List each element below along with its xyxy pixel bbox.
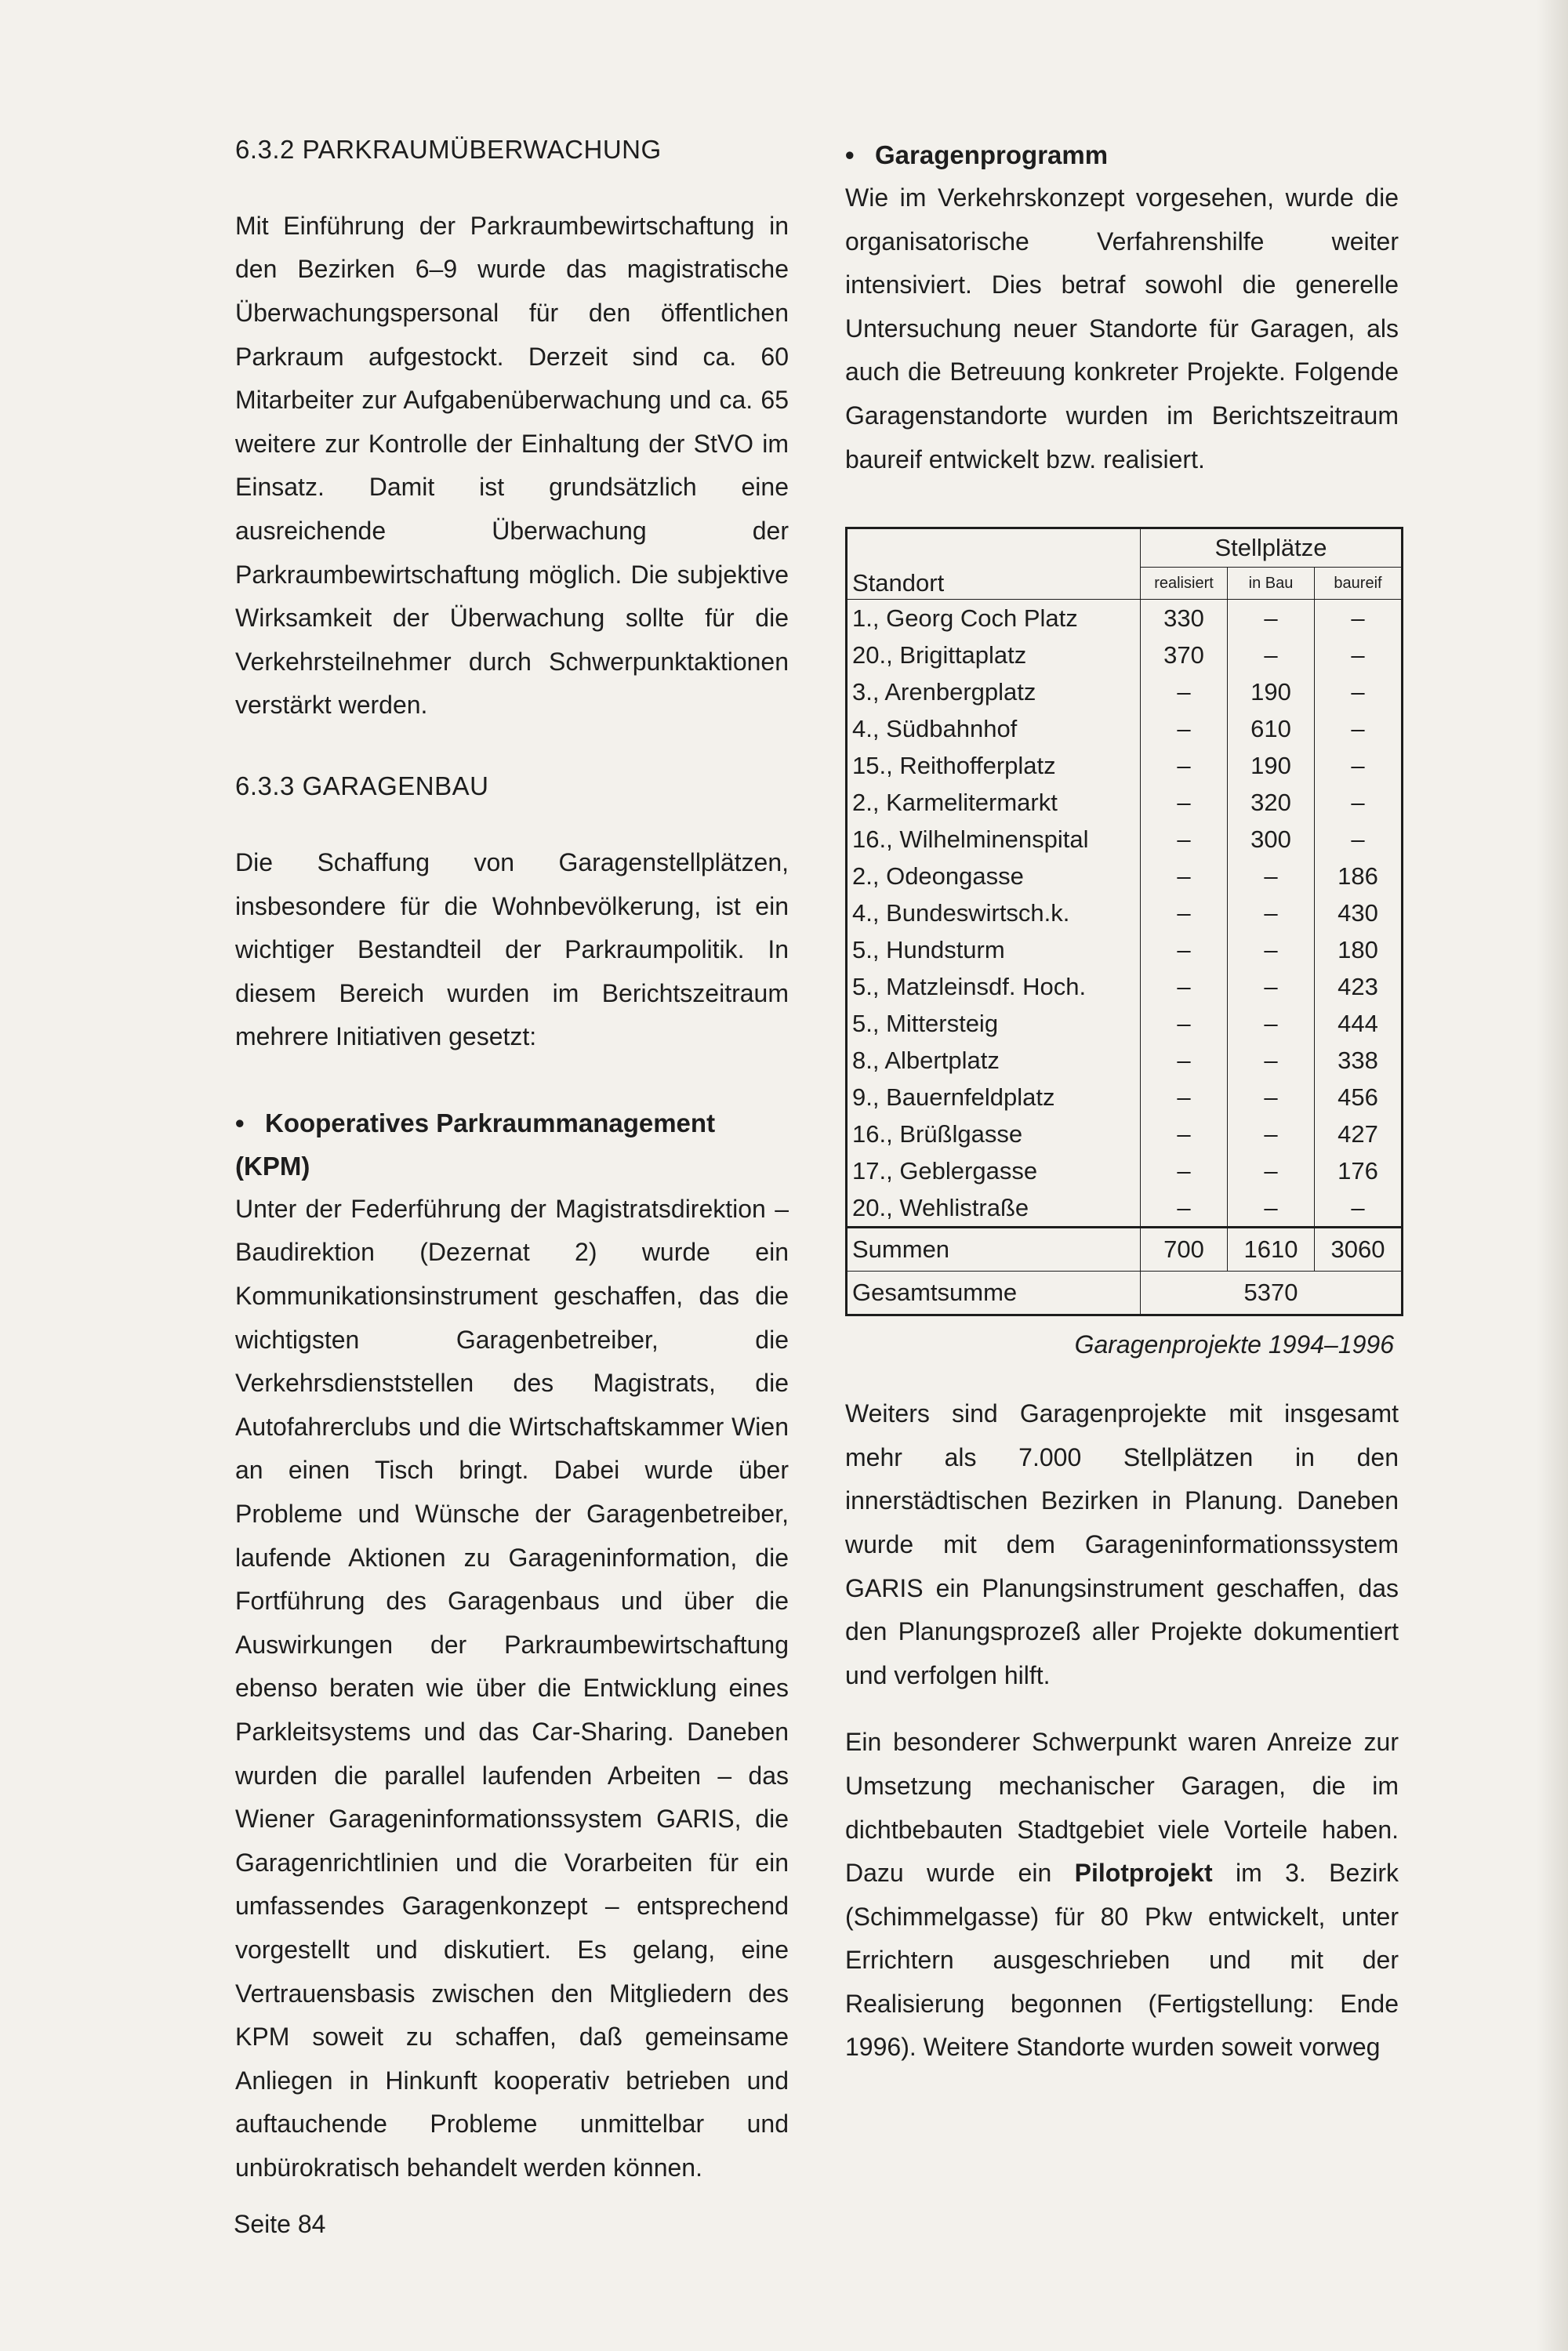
header-realisiert: realisiert [1141,568,1228,600]
total-value: 5370 [1141,1272,1403,1315]
in-bau-cell: – [1228,1116,1315,1152]
bullet-heading-garagenprogramm [845,133,1399,176]
paragraph-mechanische-garagen [845,1721,1399,2070]
bullet-title-garagenprogramm: Garagenprogramm [875,140,1109,169]
baureif-cell: 456 [1315,1079,1403,1116]
realisiert-cell: – [1141,821,1228,858]
bullet-title-kpm: Kooperatives Parkraummanagement (KPM) [235,1108,716,1181]
location-cell: 3., Arenbergplatz [847,673,1141,710]
location-cell: 1., Georg Coch Platz [847,600,1141,637]
realisiert-cell: – [1141,1116,1228,1152]
table-row [847,1079,1403,1116]
header-baureif: baureif [1315,568,1403,600]
para6-start: Ein besonderer Schwerpunkt waren Anreize zur Umsetzung mechanischer Garagen, die im dichtbebauten Stadtgebiet viele Vorteile haben. Dazu wurde ein [845,1728,1399,1888]
table-row [847,1042,1403,1079]
header-stellplaetze: Stellplätze [1141,528,1403,568]
paragraph-weitere-projekte: Weiters sind Garagenprojekte mit insgesamt mehr als 7.000 Stellplätzen in den innerstädtischen Bezirken in Planung. Daneben wurde mit dem Garageninformationssystem GARIS ein Planungsinstrument geschaffen, das den Planungsprozeß aller Projekte dokumentiert und verfolgen hilft. [845,1399,1399,1689]
table-row [847,600,1403,637]
baureif-cell: – [1315,637,1403,673]
page-edge-shadow [1537,0,1568,2351]
location-cell: 16., Wilhelminenspital [847,821,1141,858]
realisiert-cell: – [1141,747,1228,784]
table-row [847,673,1403,710]
realisiert-cell: – [1141,710,1228,747]
realisiert-cell: 330 [1141,600,1228,637]
realisiert-cell: – [1141,1189,1228,1228]
table-row [847,710,1403,747]
baureif-cell: – [1315,821,1403,858]
table-row [847,968,1403,1005]
realisiert-cell: – [1141,1152,1228,1189]
location-cell: 2., Odeongasse [847,858,1141,894]
table-row [847,637,1403,673]
page-number: Seite 84 [234,2210,326,2238]
baureif-cell: 180 [1315,931,1403,968]
para6-end: im 3. Bezirk (Schimmelgasse) für 80 Pkw entwickelt, unter Errichtern ausgeschrieben und mit der Realisierung begonnen (Fertigstellung: Ende 1996). Weitere Standorte wurden soweit vorweg [845,1859,1399,2062]
table-row [847,1189,1403,1228]
table-sum-row [847,1228,1403,1272]
realisiert-cell: – [1141,894,1228,931]
table-row [847,1116,1403,1152]
sum-label: Summen [847,1228,1141,1272]
location-cell: 5., Matzleinsdf. Hoch. [847,968,1141,1005]
location-cell: 20., Wehlistraße [847,1189,1141,1228]
baureif-cell: 444 [1315,1005,1403,1042]
table-row [847,1005,1403,1042]
realisiert-cell: – [1141,1042,1228,1079]
realisiert-cell: – [1141,1079,1228,1116]
baureif-cell: – [1315,747,1403,784]
in-bau-cell: – [1228,1079,1315,1116]
realisiert-cell: 370 [1141,637,1228,673]
baureif-cell: – [1315,784,1403,821]
location-cell: 15., Reithofferplatz [847,747,1141,784]
left-column [235,133,789,2190]
baureif-cell: 176 [1315,1152,1403,1189]
paragraph-kpm: Unter der Federführung der Magistratsdirektion – Baudirektion (Dezernat 2) wurde ein Kommunikationsinstrument geschaffen, das die wichtigsten Garagenbetreiber, die Verkehrsdienststellen des Magistrats, die Autofahrerclubs und die Wirtschaftskammer Wien an einen Tisch bringt. Dabei wurde über Probleme und Wünsche der Garagenbetreiber, laufende Aktionen zu Garageninformation, die Fortführung des Garagenbaus und über die Auswirkungen der Parkraumbewirtschaftung ebenso beraten wie über die Entwicklung eines Parkleitsystems und das Car-Sharing. Daneben wurden die parallel laufenden Arbeiten – das Wiener Garageninformationssystem GARIS, die Garagenrichtlinien und die Vorarbeiten für ein umfassendes Garagenkonzept – entsprechend vorgestellt und diskutiert. Es gelang, eine Vertrauensbasis zwischen den Mitgliedern des KPM soweit zu schaffen, daß gemeinsame Anliegen in Hinkunft kooperativ betrieben und auftauchende Probleme unmittelbar und unbürokratisch behandelt werden können. [235,1194,789,2182]
sum-in-bau: 1610 [1228,1228,1315,1272]
table-caption: Garagenprojekte 1994–1996 [1074,1330,1394,1359]
in-bau-cell: – [1228,931,1315,968]
realisiert-cell: – [1141,1005,1228,1042]
paragraph-parkraumueberwachung: Mit Einführung der Parkraumbewirtschaftung in den Bezirken 6–9 wurde das magistratische Überwachungspersonal für den öffentlichen Parkraum aufgestockt. Derzeit sind ca. 60 Mitarbeiter zur Aufgabenüberwachung und ca. 65 weitere zur Kontrolle der Einhaltung der StVO im Einsatz. Damit ist grundsätzlich eine ausreichende Überwachung der Parkraumbewirtschaftung möglich. Die subjektive Wirksamkeit der Überwachung sollte für die Verkehrsteilnehmer durch Schwerpunktaktionen verstärkt werden. [235,211,789,720]
location-cell: 8., Albertplatz [847,1042,1141,1079]
in-bau-cell: – [1228,1042,1315,1079]
in-bau-cell: 610 [1228,710,1315,747]
sum-baureif: 3060 [1315,1228,1403,1272]
in-bau-cell: – [1228,1189,1315,1228]
table-row [847,894,1403,931]
header-standort: Standort [847,568,1141,600]
baureif-cell: 430 [1315,894,1403,931]
baureif-cell: – [1315,1189,1403,1228]
in-bau-cell: – [1228,600,1315,637]
location-cell: 9., Bauernfeldplatz [847,1079,1141,1116]
in-bau-cell: – [1228,1005,1315,1042]
realisiert-cell: – [1141,858,1228,894]
location-cell: 4., Südbahnhof [847,710,1141,747]
location-cell: 2., Karmelitermarkt [847,784,1141,821]
baureif-cell: – [1315,600,1403,637]
table-row [847,1152,1403,1189]
in-bau-cell: – [1228,1152,1315,1189]
baureif-cell: – [1315,710,1403,747]
bullet-icon: • [235,1108,245,1137]
header-in-bau: in Bau [1228,568,1315,600]
location-cell: 4., Bundeswirtsch.k. [847,894,1141,931]
location-cell: 17., Geblergasse [847,1152,1141,1189]
total-label: Gesamtsumme [847,1272,1141,1315]
table-row [847,821,1403,858]
paragraph-garagenbau-intro: Die Schaffung von Garagenstellplätzen, insbesondere für die Wohnbevölkerung, ist ein wichtiger Bestandteil der Parkraumpolitik. In diesem Bereich wurden im Berichtszeitraum mehrere Initiativen gesetzt: [235,847,789,1051]
location-cell: 5., Hundsturm [847,931,1141,968]
in-bau-cell: – [1228,637,1315,673]
realisiert-cell: – [1141,673,1228,710]
garage-projects-table [845,527,1403,1316]
in-bau-cell: 190 [1228,673,1315,710]
realisiert-cell: – [1141,784,1228,821]
location-cell: 20., Brigittaplatz [847,637,1141,673]
location-cell: 16., Brüßlgasse [847,1116,1141,1152]
baureif-cell: – [1315,673,1403,710]
bullet-heading-kpm [235,1101,789,1188]
section-heading-garagenbau: 6.3.3 GARAGENBAU [235,771,489,801]
pilotprojekt-bold: Pilotprojekt [1074,1859,1213,1888]
baureif-cell: 423 [1315,968,1403,1005]
baureif-cell: 338 [1315,1042,1403,1079]
table-row [847,784,1403,821]
baureif-cell: 186 [1315,858,1403,894]
table-total-row [847,1272,1403,1315]
realisiert-cell: – [1141,931,1228,968]
realisiert-cell: – [1141,968,1228,1005]
bullet-icon: • [845,140,855,169]
table-row [847,931,1403,968]
in-bau-cell: 190 [1228,747,1315,784]
in-bau-cell: – [1228,968,1315,1005]
table-row [847,858,1403,894]
sum-realisiert: 700 [1141,1228,1228,1272]
right-column [845,133,1399,2070]
in-bau-cell: 300 [1228,821,1315,858]
in-bau-cell: – [1228,858,1315,894]
baureif-cell: 427 [1315,1116,1403,1152]
in-bau-cell: 320 [1228,784,1315,821]
table-row [847,747,1403,784]
location-cell: 5., Mittersteig [847,1005,1141,1042]
in-bau-cell: – [1228,894,1315,931]
section-heading-parkraumueberwachung: 6.3.2 PARKRAUMÜBERWACHUNG [235,135,662,164]
paragraph-garagenprogramm: Wie im Verkehrskonzept vorgesehen, wurde die organisatorische Verfahrenshilfe weiter intensiviert. Dies betraf sowohl die generelle Untersuchung neuer Standorte für Garagen, als auch die Betreuung konkreter Projekte. Folgende Garagenstandorte wurden im Berichtszeitraum baureif entwickelt bzw. realisiert. [845,183,1399,473]
